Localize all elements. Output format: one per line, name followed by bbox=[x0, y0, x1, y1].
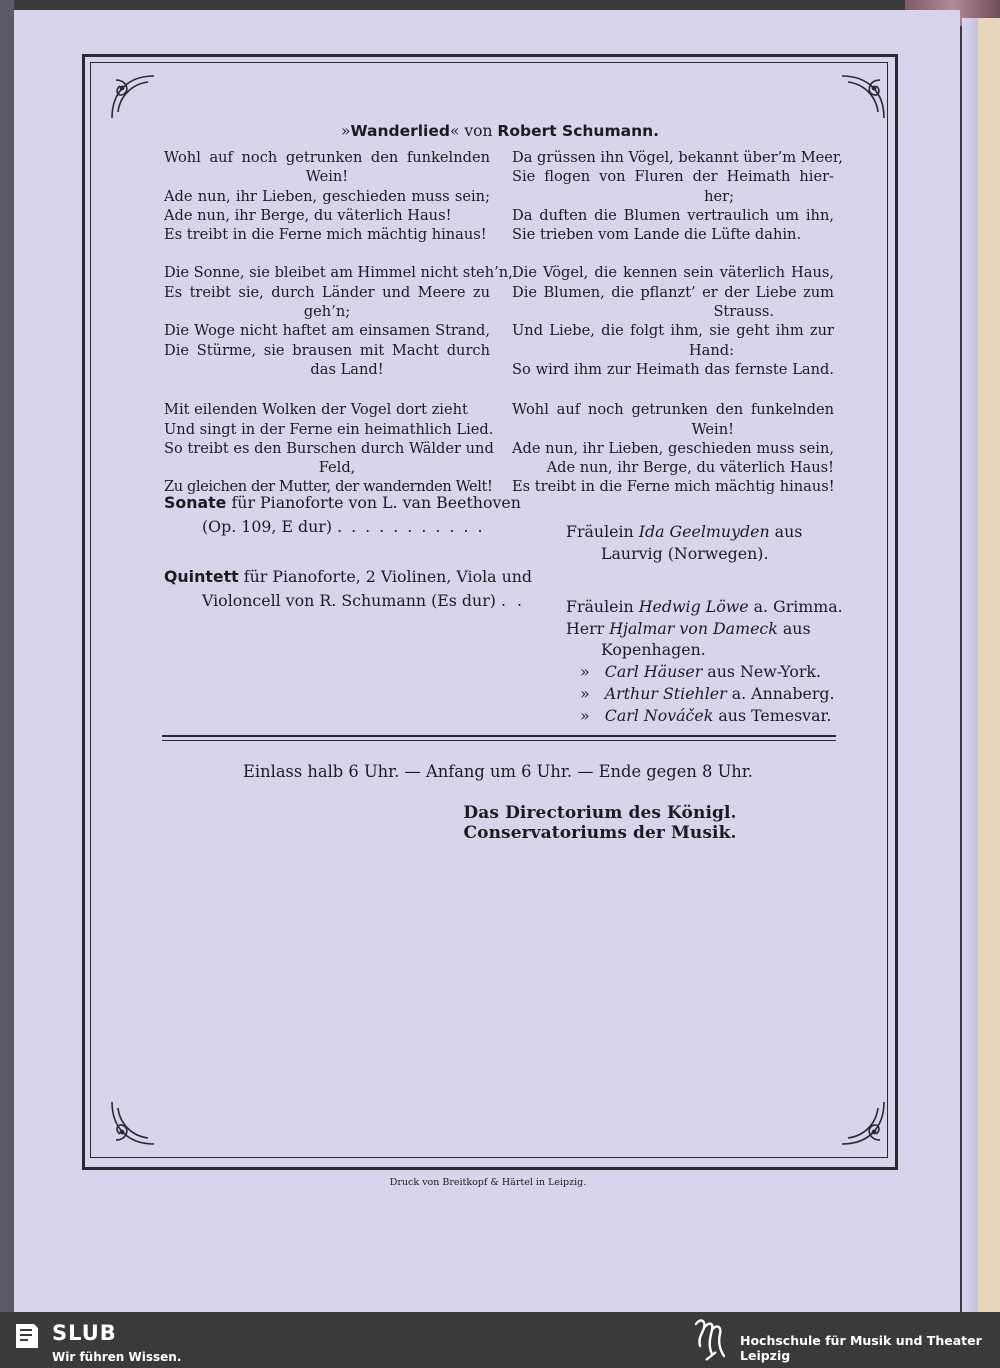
poem-line: Ade nun, ihr Berge, du väterlich Haus! bbox=[546, 459, 834, 477]
performer-title: Herr bbox=[566, 619, 605, 638]
poem-line: So wird ihm zur Heimath das fernste Land. bbox=[512, 360, 834, 378]
poem-stanza bbox=[164, 148, 490, 244]
poem-line: Da grüssen ihn Vögel, bekannt über’m Meer, bbox=[512, 149, 843, 166]
poem-line: Ade nun, ihr Lieben, geschieden muss sein, bbox=[512, 439, 835, 457]
leader-dots: . . . . . . . . . . . bbox=[337, 517, 485, 536]
quote-close: « bbox=[449, 122, 460, 140]
poem-line: Und Liebe, die folgt ihm, sie geht ihm zur bbox=[512, 322, 834, 340]
corner-ornament-icon bbox=[108, 1098, 158, 1148]
poem-stanza bbox=[164, 400, 494, 496]
performer-name: Ida Geelmuyden bbox=[638, 522, 770, 541]
quintett-description: für Pianoforte, 2 Violinen, Viola und bbox=[243, 567, 533, 586]
printer-imprint: Druck von Breitkopf & Härtel in Leipzig. bbox=[389, 1177, 587, 1188]
poem-line: Wohl auf noch getrunken den funkelnden bbox=[164, 149, 490, 166]
song-von: von bbox=[464, 122, 493, 140]
performer-title: Fräulein bbox=[566, 597, 634, 616]
performer-suffix: aus bbox=[774, 522, 803, 541]
hmt-logo-icon bbox=[690, 1316, 730, 1364]
song-title bbox=[0, 122, 1000, 140]
leader-dots: . . bbox=[500, 591, 526, 610]
song-composer: Robert Schumann. bbox=[497, 122, 660, 140]
performer-suffix: a. Annaberg. bbox=[731, 684, 835, 703]
poem-line: das Land! bbox=[310, 360, 384, 378]
poem-line: Da duften die Blumen vertraulich um ihn, bbox=[512, 206, 834, 224]
ditto-mark: » bbox=[580, 706, 590, 725]
performer-name: Arthur Stiehler bbox=[604, 684, 727, 703]
hmt-name: Hochschule für Musik und Theater Leipzig bbox=[740, 1333, 982, 1363]
sonate-performer bbox=[566, 522, 802, 541]
poem-right-column bbox=[512, 148, 843, 516]
poem-line: Die Sonne, sie bleibet am Himmel nicht steh’n, bbox=[164, 264, 513, 282]
slub-logo-icon bbox=[14, 1322, 40, 1350]
poem-line: Wohl auf noch getrunken den funkelnden bbox=[512, 401, 834, 419]
schedule-line: Einlass halb 6 Uhr. — Anfang um 6 Uhr. — Ende gegen 8 Uhr. bbox=[243, 762, 753, 781]
quintett-title: Quintett bbox=[164, 567, 239, 586]
sonate-performer-origin: Laurvig (Norwegen). bbox=[601, 544, 769, 563]
sonate-heading bbox=[164, 493, 521, 512]
corner-ornament-icon bbox=[108, 72, 158, 122]
ditto-mark: » bbox=[580, 684, 590, 703]
performer-name: Hjalmar von Dameck bbox=[609, 619, 778, 638]
poem-line: Strauss. bbox=[713, 303, 774, 321]
poem-line: Die Vögel, die kennen sein väterlich Haus, bbox=[512, 264, 834, 282]
poem-line: geh’n; bbox=[303, 303, 351, 321]
quintett-description-line: Violoncell von R. Schumann (Es dur) bbox=[202, 591, 496, 610]
poem-line: Und singt in der Ferne ein heimathlich Lied. bbox=[164, 420, 494, 438]
quintett-performer bbox=[566, 597, 843, 616]
quintett-performer bbox=[601, 640, 706, 659]
slub-tagline: Wir führen Wissen. bbox=[52, 1350, 182, 1364]
performer-title: Fräulein bbox=[566, 522, 634, 541]
poem-line: Es treibt in die Ferne mich mächtig hinaus! bbox=[512, 478, 835, 496]
poem-stanza bbox=[164, 263, 513, 379]
quintett-performer bbox=[580, 706, 831, 725]
poem-stanza bbox=[512, 263, 834, 379]
poem-line: Es treibt in die Ferne mich mächtig hinaus! bbox=[164, 226, 487, 244]
poem-line: Ade nun, ihr Lieben, geschieden muss sein; bbox=[164, 187, 490, 205]
performer-suffix: aus Temesvar. bbox=[718, 706, 832, 725]
performer-origin: Kopenhagen. bbox=[601, 640, 706, 659]
poem-line: Sie trieben vom Lande die Lüfte dahin. bbox=[512, 226, 802, 244]
poem-line: Die Stürme, sie brausen mit Macht durch bbox=[164, 341, 490, 359]
poem-line: Zu gleichen der Mutter, der wandernden Welt! bbox=[164, 478, 493, 496]
poem-left-column bbox=[164, 148, 513, 516]
performer-name: Carl Nováček bbox=[604, 706, 714, 725]
quintett-performer bbox=[580, 684, 835, 703]
divider-rule-thin bbox=[162, 740, 836, 741]
quintett-performer bbox=[566, 619, 811, 638]
sonate-opus-line bbox=[202, 517, 485, 536]
sonate-description: für Pianoforte von L. van Beethoven bbox=[231, 493, 521, 512]
performer-suffix: aus New-York. bbox=[707, 662, 822, 681]
sonate-title: Sonate bbox=[164, 493, 227, 512]
poem-stanza bbox=[512, 400, 834, 496]
poem-line: Wein! bbox=[305, 168, 349, 186]
poem-line: Wein! bbox=[691, 420, 734, 438]
directorium-signature: Das Directorium des Königl. Conservatoriums der Musik. bbox=[463, 803, 737, 843]
poem-line: Mit eilenden Wolken der Vogel dort zieht bbox=[164, 401, 468, 419]
divider-rule bbox=[162, 735, 836, 737]
poem-line: Feld, bbox=[318, 459, 356, 477]
song-name: Wanderlied bbox=[350, 122, 450, 140]
slub-name: SLUB bbox=[52, 1321, 117, 1345]
quintett-description-2 bbox=[202, 591, 525, 610]
performer-name: Carl Häuser bbox=[604, 662, 703, 681]
poem-line: Die Blumen, die pflanzt’ er der Liebe zum bbox=[512, 283, 834, 301]
sonate-opus: (Op. 109, E dur) bbox=[202, 517, 333, 536]
corner-ornament-icon bbox=[838, 72, 888, 122]
quintett-performer bbox=[580, 662, 821, 681]
scan-page-edge bbox=[962, 18, 978, 1312]
quote-open: » bbox=[340, 122, 351, 140]
poem-line: So treibt es den Burschen durch Wälder und bbox=[164, 439, 494, 457]
poem-line: her; bbox=[704, 187, 734, 205]
poem-line: Die Woge nicht haftet am einsamen Strand, bbox=[164, 322, 490, 340]
ditto-mark: » bbox=[580, 662, 590, 681]
scan-left-edge bbox=[0, 0, 14, 1312]
poem-stanza bbox=[512, 148, 843, 244]
poem-line: Hand: bbox=[688, 341, 734, 359]
performer-name: Hedwig Löwe bbox=[638, 597, 749, 616]
performer-suffix: aus bbox=[782, 619, 811, 638]
quintett-heading bbox=[164, 567, 532, 586]
corner-ornament-icon bbox=[838, 1098, 888, 1148]
poem-line: Sie flogen von Fluren der Heimath hier- bbox=[512, 168, 834, 186]
poem-line: Es treibt sie, durch Länder und Meere zu bbox=[164, 283, 490, 301]
performer-suffix: a. Grimma. bbox=[753, 597, 843, 616]
poem-line: Ade nun, ihr Berge, du väterlich Haus! bbox=[164, 206, 452, 224]
